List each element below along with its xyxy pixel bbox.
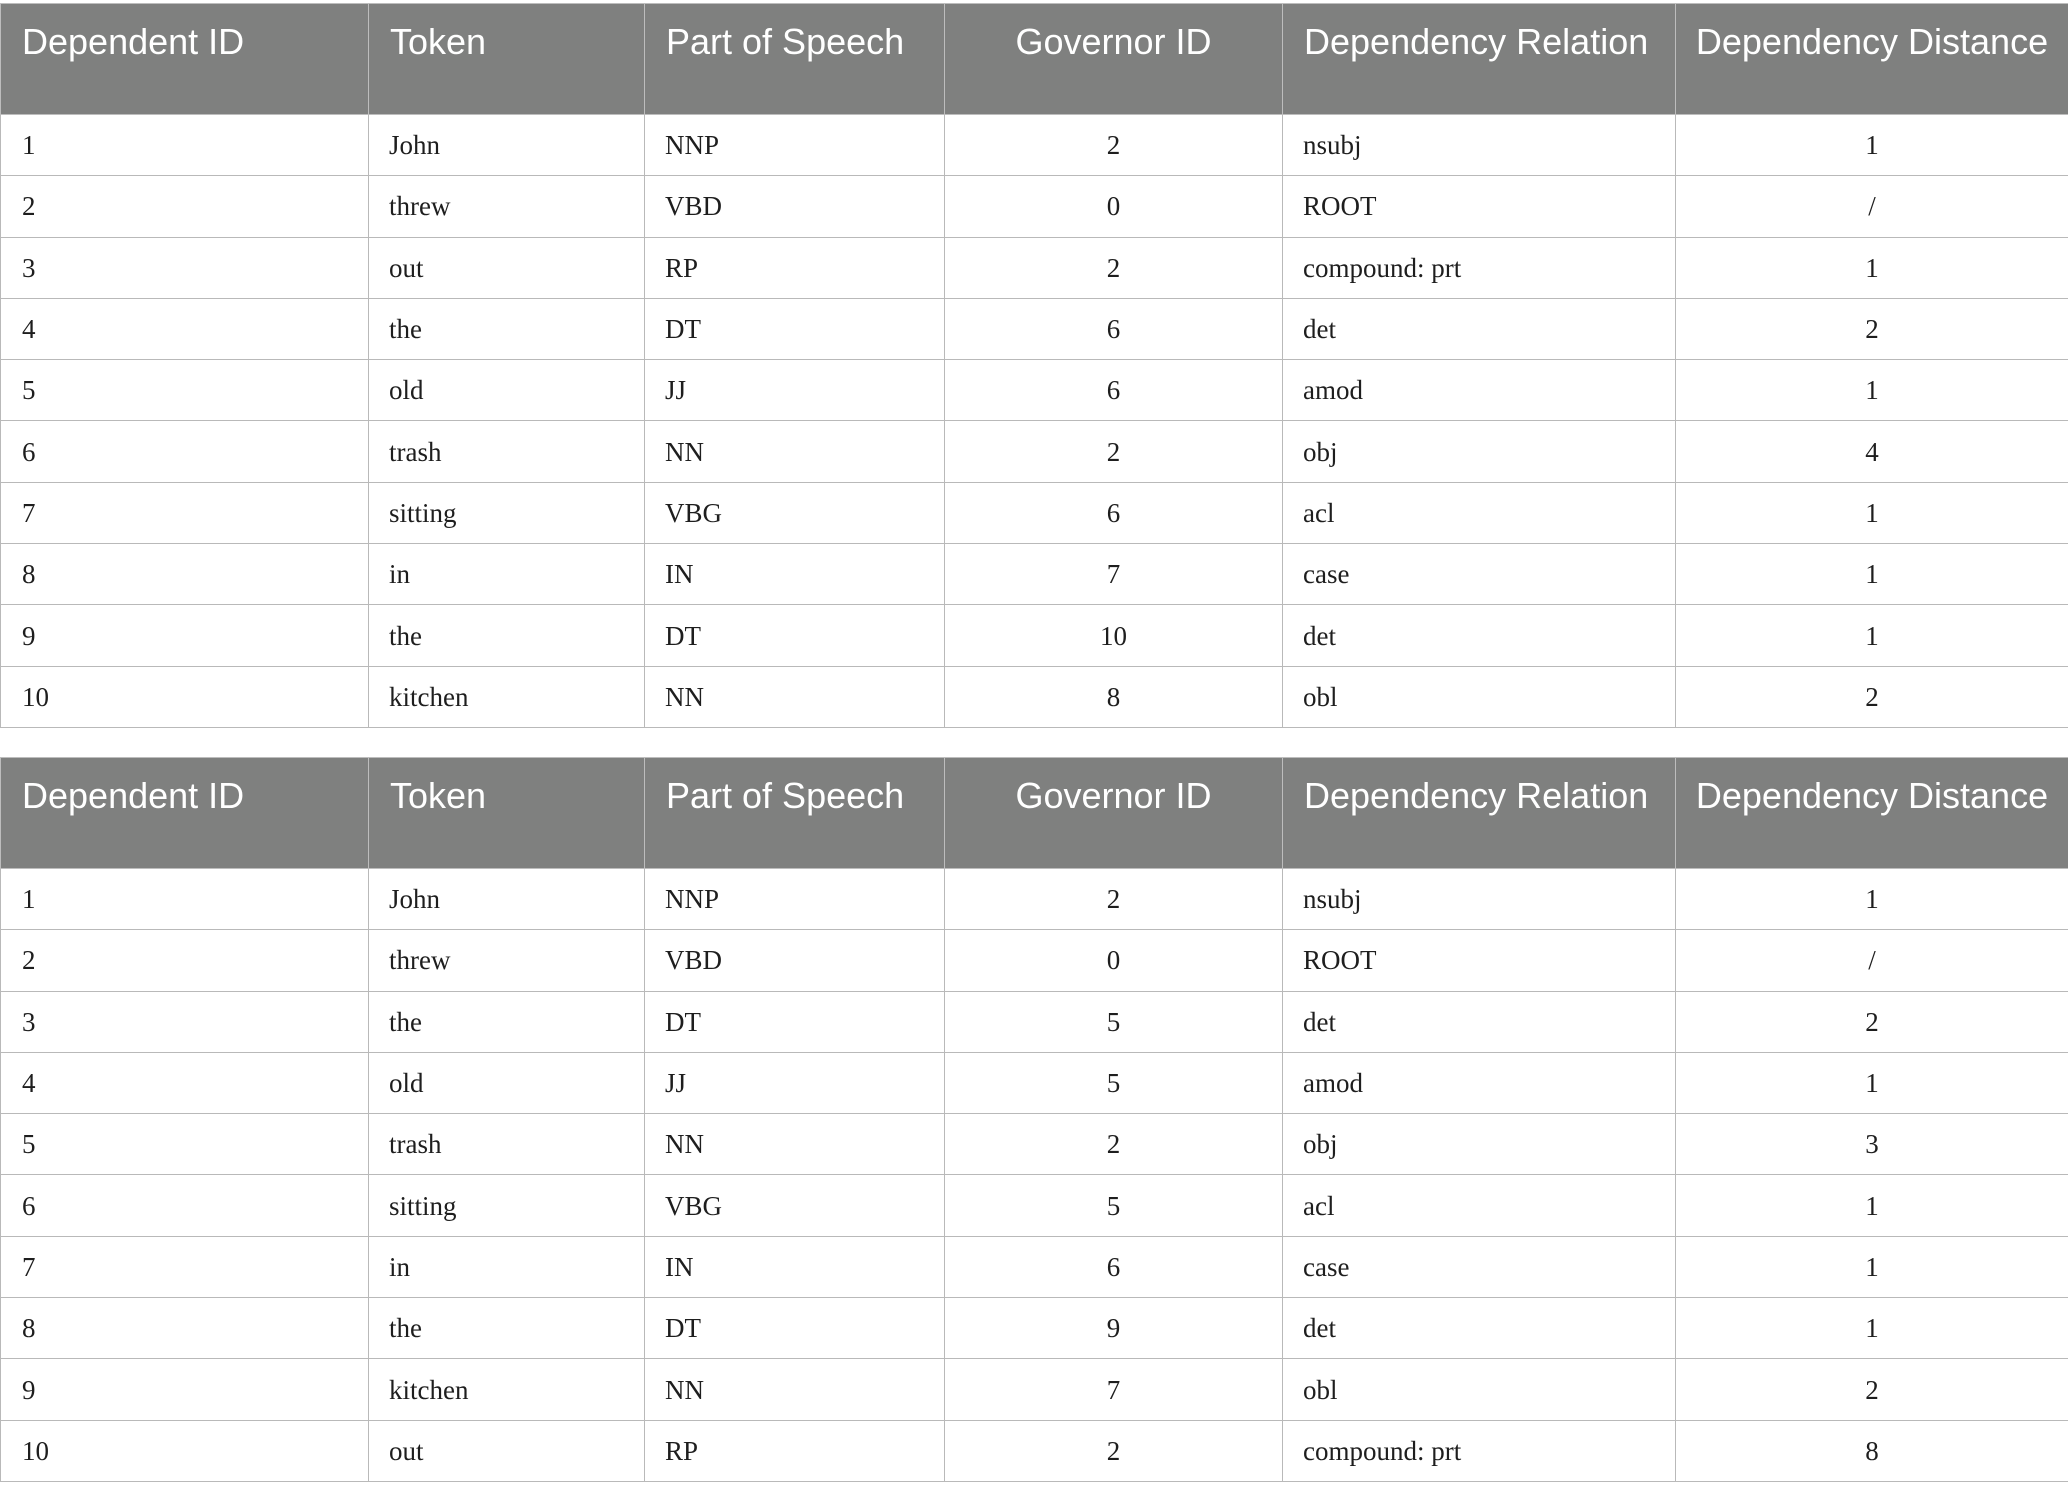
header-dependency-distance: Dependency Distance (1676, 758, 2068, 869)
table-row (1, 176, 2068, 237)
cell-dependency-relation: det (1283, 991, 1676, 1052)
cell-governor-id: 6 (945, 482, 1283, 543)
cell-part-of-speech: IN (645, 544, 945, 605)
table-row (1, 1359, 2068, 1420)
table-row (1, 360, 2068, 421)
dependency-table-2 (0, 757, 2068, 1482)
cell-governor-id: 2 (945, 115, 1283, 176)
cell-dependency-relation: case (1283, 1236, 1676, 1297)
cell-dependency-relation: obj (1283, 1114, 1676, 1175)
table-row (1, 482, 2068, 543)
table-row (1, 1298, 2068, 1359)
cell-governor-id: 2 (945, 1114, 1283, 1175)
table-row (1, 991, 2068, 1052)
table-row (1, 421, 2068, 482)
cell-dependent-id: 2 (1, 176, 369, 237)
cell-part-of-speech: NN (645, 666, 945, 727)
cell-dependent-id: 7 (1, 1236, 369, 1297)
cell-dependent-id: 5 (1, 360, 369, 421)
cell-dependent-id: 7 (1, 482, 369, 543)
table-row (1, 544, 2068, 605)
cell-token: in (369, 544, 645, 605)
table-row (1, 1236, 2068, 1297)
cell-token: kitchen (369, 666, 645, 727)
cell-token: sitting (369, 482, 645, 543)
cell-token: threw (369, 176, 645, 237)
cell-dependency-distance: 1 (1676, 869, 2068, 930)
cell-token: in (369, 1236, 645, 1297)
cell-dependent-id: 5 (1, 1114, 369, 1175)
cell-dependency-relation: det (1283, 298, 1676, 359)
cell-dependency-relation: obl (1283, 1359, 1676, 1420)
cell-dependency-distance: 2 (1676, 298, 2068, 359)
header-dependency-relation: Dependency Relation (1283, 758, 1676, 869)
header-dependent-id: Dependent ID (1, 4, 369, 115)
cell-dependency-relation: nsubj (1283, 869, 1676, 930)
cell-dependent-id: 8 (1, 544, 369, 605)
table-header-row (1, 4, 2068, 115)
cell-part-of-speech: VBG (645, 482, 945, 543)
cell-dependency-distance: 1 (1676, 360, 2068, 421)
cell-dependency-distance: 1 (1676, 1175, 2068, 1236)
cell-dependency-relation: ROOT (1283, 930, 1676, 991)
table-row (1, 1175, 2068, 1236)
cell-dependent-id: 8 (1, 1298, 369, 1359)
cell-governor-id: 6 (945, 360, 1283, 421)
cell-dependency-distance: 1 (1676, 1236, 2068, 1297)
cell-dependency-relation: det (1283, 605, 1676, 666)
cell-token: old (369, 1052, 645, 1113)
cell-token: out (369, 1420, 645, 1481)
cell-token: threw (369, 930, 645, 991)
cell-governor-id: 2 (945, 869, 1283, 930)
header-dependency-distance: Dependency Distance (1676, 4, 2068, 115)
cell-token: old (369, 360, 645, 421)
header-part-of-speech: Part of Speech (645, 4, 945, 115)
cell-dependency-relation: acl (1283, 1175, 1676, 1236)
cell-dependency-relation: compound: prt (1283, 237, 1676, 298)
cell-dependency-relation: obj (1283, 421, 1676, 482)
cell-dependent-id: 10 (1, 1420, 369, 1481)
table-row (1, 298, 2068, 359)
cell-part-of-speech: DT (645, 991, 945, 1052)
cell-governor-id: 7 (945, 1359, 1283, 1420)
cell-part-of-speech: VBG (645, 1175, 945, 1236)
cell-dependency-distance: 1 (1676, 1052, 2068, 1113)
cell-governor-id: 0 (945, 930, 1283, 991)
cell-token: the (369, 1298, 645, 1359)
cell-dependent-id: 6 (1, 421, 369, 482)
table-row (1, 930, 2068, 991)
cell-dependency-distance: / (1676, 930, 2068, 991)
cell-dependency-relation: ROOT (1283, 176, 1676, 237)
cell-token: trash (369, 421, 645, 482)
cell-dependency-relation: det (1283, 1298, 1676, 1359)
cell-dependent-id: 1 (1, 115, 369, 176)
cell-governor-id: 10 (945, 605, 1283, 666)
table-body (1, 869, 2068, 1482)
cell-dependency-distance: 1 (1676, 482, 2068, 543)
cell-dependency-relation: amod (1283, 360, 1676, 421)
table-body (1, 115, 2068, 728)
table-row (1, 237, 2068, 298)
cell-dependent-id: 4 (1, 1052, 369, 1113)
cell-part-of-speech: JJ (645, 1052, 945, 1113)
header-part-of-speech: Part of Speech (645, 758, 945, 869)
header-token: Token (369, 4, 645, 115)
cell-governor-id: 5 (945, 1175, 1283, 1236)
cell-dependency-relation: acl (1283, 482, 1676, 543)
cell-dependency-relation: case (1283, 544, 1676, 605)
cell-governor-id: 6 (945, 298, 1283, 359)
cell-part-of-speech: VBD (645, 176, 945, 237)
cell-part-of-speech: NN (645, 1114, 945, 1175)
cell-dependency-distance: 1 (1676, 605, 2068, 666)
table-row (1, 869, 2068, 930)
cell-dependent-id: 1 (1, 869, 369, 930)
cell-dependency-distance: 4 (1676, 421, 2068, 482)
cell-part-of-speech: NN (645, 1359, 945, 1420)
cell-part-of-speech: DT (645, 605, 945, 666)
cell-part-of-speech: DT (645, 1298, 945, 1359)
cell-token: the (369, 991, 645, 1052)
cell-governor-id: 9 (945, 1298, 1283, 1359)
cell-dependent-id: 2 (1, 930, 369, 991)
cell-dependency-relation: nsubj (1283, 115, 1676, 176)
cell-token: John (369, 115, 645, 176)
table-row (1, 1114, 2068, 1175)
cell-governor-id: 5 (945, 1052, 1283, 1113)
cell-token: the (369, 298, 645, 359)
cell-dependent-id: 9 (1, 605, 369, 666)
cell-dependency-distance: 8 (1676, 1420, 2068, 1481)
cell-token: John (369, 869, 645, 930)
table-header-row (1, 758, 2068, 869)
cell-governor-id: 5 (945, 991, 1283, 1052)
header-dependency-relation: Dependency Relation (1283, 4, 1676, 115)
cell-dependency-distance: 1 (1676, 1298, 2068, 1359)
cell-governor-id: 8 (945, 666, 1283, 727)
cell-dependent-id: 4 (1, 298, 369, 359)
cell-token: out (369, 237, 645, 298)
cell-dependency-distance: 1 (1676, 115, 2068, 176)
cell-dependency-distance: 3 (1676, 1114, 2068, 1175)
cell-governor-id: 2 (945, 1420, 1283, 1481)
cell-dependency-distance: / (1676, 176, 2068, 237)
cell-dependency-distance: 2 (1676, 991, 2068, 1052)
header-governor-id: Governor ID (945, 4, 1283, 115)
cell-dependent-id: 6 (1, 1175, 369, 1236)
cell-part-of-speech: NNP (645, 869, 945, 930)
cell-dependent-id: 9 (1, 1359, 369, 1420)
cell-part-of-speech: JJ (645, 360, 945, 421)
cell-governor-id: 0 (945, 176, 1283, 237)
cell-token: the (369, 605, 645, 666)
cell-part-of-speech: VBD (645, 930, 945, 991)
cell-dependency-distance: 1 (1676, 237, 2068, 298)
cell-part-of-speech: RP (645, 1420, 945, 1481)
cell-part-of-speech: DT (645, 298, 945, 359)
cell-dependent-id: 3 (1, 991, 369, 1052)
cell-part-of-speech: RP (645, 237, 945, 298)
cell-governor-id: 2 (945, 421, 1283, 482)
cell-token: sitting (369, 1175, 645, 1236)
cell-dependent-id: 3 (1, 237, 369, 298)
header-token: Token (369, 758, 645, 869)
table-row (1, 115, 2068, 176)
table-row (1, 666, 2068, 727)
cell-dependency-relation: amod (1283, 1052, 1676, 1113)
cell-governor-id: 6 (945, 1236, 1283, 1297)
dependency-table-1 (0, 3, 2068, 728)
cell-dependency-relation: obl (1283, 666, 1676, 727)
cell-part-of-speech: NNP (645, 115, 945, 176)
cell-part-of-speech: NN (645, 421, 945, 482)
cell-part-of-speech: IN (645, 1236, 945, 1297)
cell-governor-id: 2 (945, 237, 1283, 298)
cell-token: trash (369, 1114, 645, 1175)
cell-dependency-distance: 2 (1676, 1359, 2068, 1420)
table-row (1, 605, 2068, 666)
cell-governor-id: 7 (945, 544, 1283, 605)
table-row (1, 1052, 2068, 1113)
cell-token: kitchen (369, 1359, 645, 1420)
cell-dependency-distance: 1 (1676, 544, 2068, 605)
header-dependent-id: Dependent ID (1, 758, 369, 869)
header-governor-id: Governor ID (945, 758, 1283, 869)
cell-dependency-relation: compound: prt (1283, 1420, 1676, 1481)
cell-dependent-id: 10 (1, 666, 369, 727)
table-row (1, 1420, 2068, 1481)
cell-dependency-distance: 2 (1676, 666, 2068, 727)
